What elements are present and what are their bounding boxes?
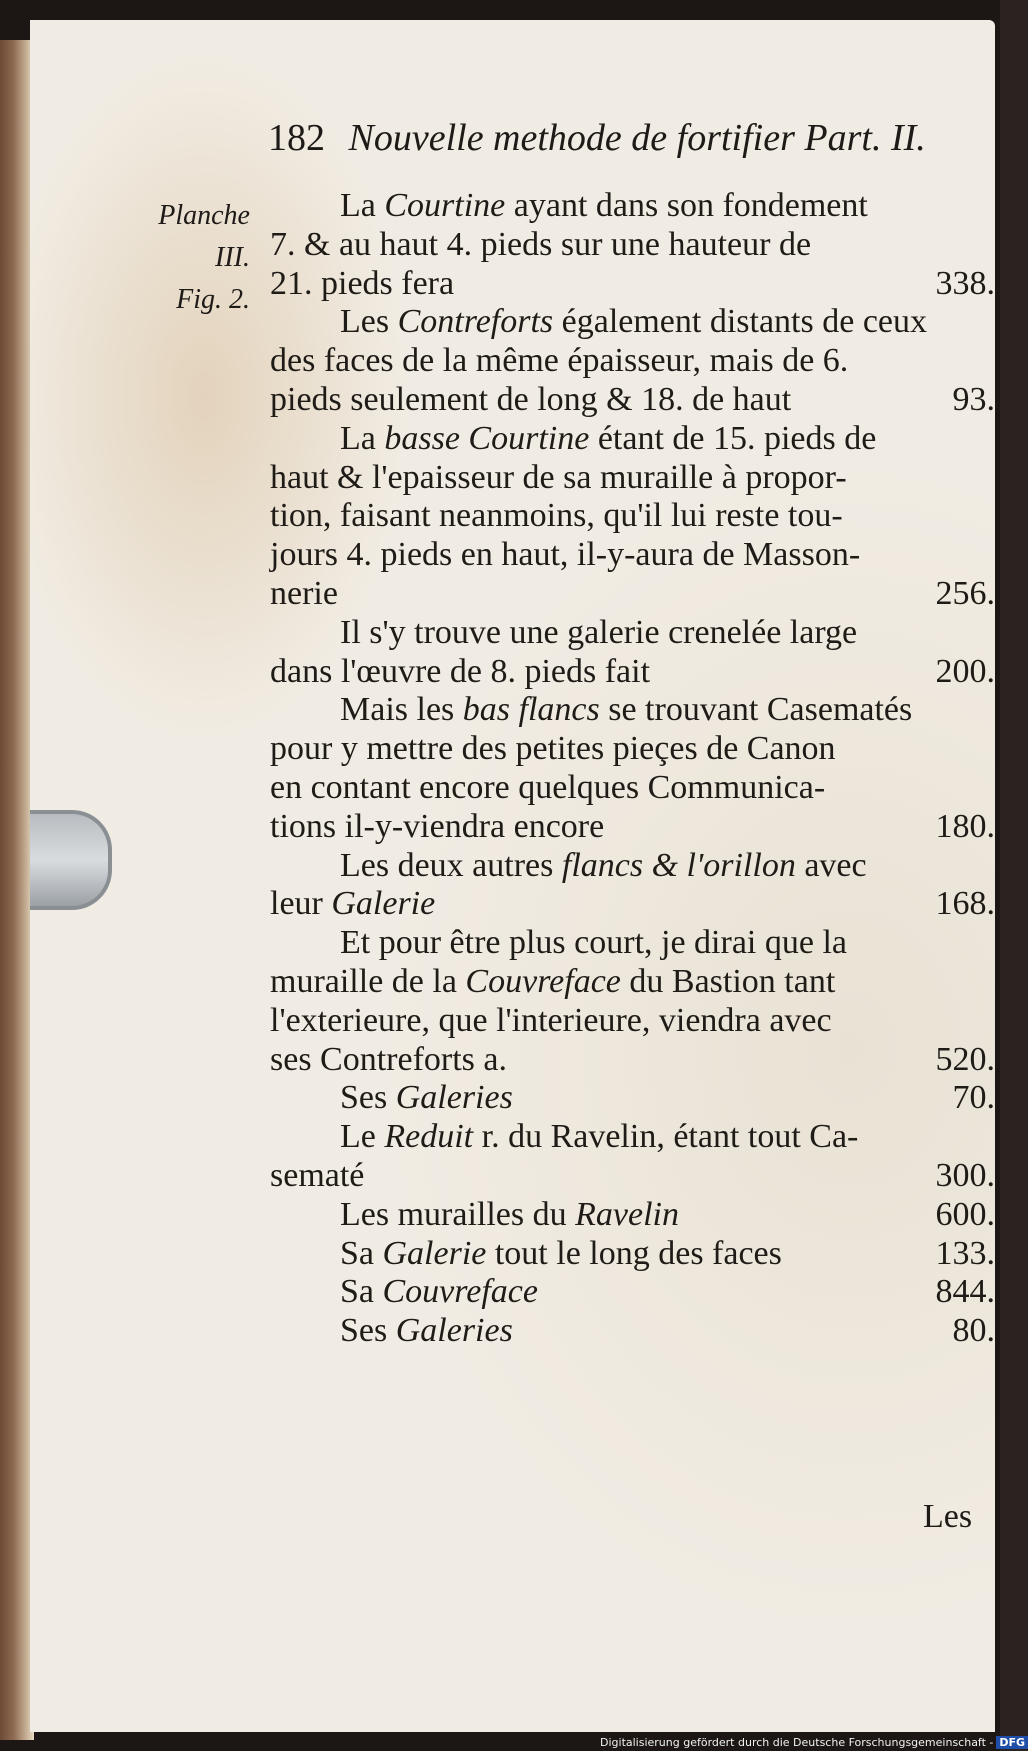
- margin-note-line: Planche: [158, 200, 250, 231]
- line-text-italic: Galeries: [395, 1312, 513, 1350]
- line-text: [340, 922, 847, 964]
- line-value: 256.: [935, 575, 995, 612]
- text-line: [270, 185, 995, 227]
- line-text-roman: tions il-y-viendra encore: [270, 807, 605, 845]
- line-text-roman: ses Contreforts a.: [270, 1040, 508, 1078]
- line-text-roman: jours 4. pieds en haut, il-y-aura de Masson-: [270, 536, 861, 574]
- text-line: [270, 767, 995, 809]
- text-line: [270, 1271, 995, 1313]
- line-text-roman: dans l'œuvre de 8. pieds fait: [270, 652, 651, 690]
- line-text-roman: Les: [340, 303, 398, 341]
- line-text-roman: 21. pieds fera: [270, 264, 455, 302]
- margin-note: [130, 195, 250, 321]
- text-line: [270, 263, 995, 305]
- line-value: 338.: [935, 264, 995, 302]
- line-text-roman: La: [340, 187, 385, 224]
- text-line: [270, 1310, 995, 1352]
- line-text: [340, 845, 867, 887]
- text-line: [270, 651, 995, 693]
- line-text-roman: Et pour être plus court, je dirai que la: [340, 924, 847, 962]
- line-text-roman: tion, faisant neanmoins, qu'il lui reste tou-: [270, 497, 843, 535]
- line-value: 168.: [935, 885, 995, 923]
- line-value: 70.: [952, 1079, 995, 1117]
- line-text-roman-post: ayant dans son fondement: [505, 187, 868, 224]
- line-text-roman: l'exterieure, que l'interieure, viendra avec: [270, 1001, 832, 1039]
- line-text-roman: Ses: [340, 1312, 396, 1350]
- line-text-italic: Galerie: [382, 1234, 487, 1272]
- line-text: [270, 573, 338, 615]
- running-title: Nouvelle methode de fortifier Part. II.: [348, 117, 926, 159]
- text-line: [270, 922, 995, 964]
- text-line: [270, 1233, 995, 1275]
- line-text-roman: Le: [340, 1118, 385, 1156]
- line-text-roman: haut & l'epaisseur de sa muraille à propor-: [270, 458, 847, 496]
- line-text: [340, 1271, 538, 1313]
- line-text-roman-post: avec: [795, 846, 867, 884]
- line-text-roman: pour y mettre des petites pieçes de Canon: [270, 730, 836, 768]
- text-line: [270, 457, 995, 499]
- text-line: [270, 1155, 995, 1197]
- text-line: [270, 845, 995, 887]
- line-text: [270, 651, 650, 693]
- line-text: [340, 612, 857, 654]
- line-text: [270, 883, 435, 925]
- line-text-roman-post: se trouvant Casematés: [599, 691, 913, 729]
- line-text: [340, 1310, 513, 1352]
- line-text: [270, 1000, 832, 1042]
- line-text: [270, 457, 847, 499]
- book-spine-edge: [0, 40, 34, 1740]
- line-text: [340, 1077, 513, 1119]
- line-value: 600.: [935, 1195, 995, 1233]
- line-text: [340, 689, 912, 731]
- text-line: [270, 961, 995, 1003]
- line-text: [270, 379, 791, 421]
- text-line: [270, 1116, 995, 1158]
- line-value: 300.: [935, 1157, 995, 1194]
- margin-note-line: Fig. 2.: [176, 284, 250, 315]
- line-text-roman: Les murailles du: [340, 1195, 576, 1233]
- line-text: [340, 185, 868, 227]
- line-text: [270, 263, 454, 305]
- line-value: 93.: [952, 381, 995, 418]
- line-text-roman: leur: [270, 885, 332, 923]
- line-text-italic: Galeries: [395, 1079, 513, 1117]
- line-text-italic: Ravelin: [575, 1195, 679, 1233]
- line-text-roman-post: également distants de ceux: [553, 303, 928, 341]
- line-value: 133.: [935, 1234, 995, 1272]
- text-line: [270, 301, 995, 343]
- text-line: [270, 728, 995, 770]
- line-text-roman: La: [340, 419, 385, 457]
- text-line: [270, 534, 995, 576]
- text-line: [270, 573, 995, 615]
- line-text: [270, 806, 604, 848]
- line-text: [270, 534, 860, 576]
- line-text-roman-post: étant de 15. pieds de: [589, 419, 877, 457]
- line-text-roman-post: du Bastion tant: [620, 963, 836, 1000]
- line-text-roman: Mais les: [340, 691, 463, 729]
- line-value: 80.: [952, 1312, 995, 1350]
- text-line: [270, 1194, 995, 1236]
- line-text-roman: sematé: [270, 1157, 365, 1194]
- margin-note-line: III.: [215, 242, 250, 273]
- line-text-italic: Galerie: [331, 885, 436, 923]
- line-text: [270, 495, 843, 537]
- line-text-roman: nerie: [270, 575, 338, 612]
- line-text-italic: Couvreface: [382, 1273, 538, 1311]
- line-text-italic: bas flancs: [462, 691, 600, 729]
- line-text: [270, 340, 848, 382]
- line-text: [340, 1116, 858, 1158]
- line-text: [340, 418, 876, 460]
- text-line: [270, 883, 995, 925]
- text-line: [270, 1039, 995, 1081]
- text-line: [270, 1000, 995, 1042]
- line-value: 200.: [935, 652, 995, 690]
- line-value: 844.: [935, 1273, 995, 1311]
- line-text: [270, 1039, 507, 1081]
- text-line: [270, 689, 995, 731]
- line-text-roman: des faces de la même épaisseur, mais de 6.: [270, 342, 849, 380]
- line-text-italic: flancs & l'orillon: [561, 846, 796, 884]
- line-text-roman: Ses: [340, 1079, 396, 1117]
- line-text: [270, 224, 811, 266]
- line-text-roman: en contant encore quelques Communica-: [270, 769, 826, 806]
- book-page: [30, 20, 995, 1732]
- line-text-roman-post: r. du Ravelin, étant tout Ca-: [473, 1118, 859, 1156]
- digitization-footer: [600, 1736, 1026, 1751]
- line-text-roman: pieds seulement de long & 18. de haut: [270, 381, 792, 418]
- line-text-italic: Contreforts: [397, 303, 554, 341]
- text-line: [270, 379, 995, 421]
- dfg-logo: DFG: [996, 1736, 1028, 1749]
- footer-text: Digitalisierung gefördert durch die Deutsche Forschungsgemeinschaft -: [600, 1736, 994, 1749]
- line-text: [270, 961, 835, 1003]
- line-text-italic: basse Courtine: [384, 419, 590, 457]
- text-line: [270, 418, 995, 460]
- line-value: 520.: [935, 1040, 995, 1078]
- page-clip: [30, 810, 112, 910]
- text-line: [270, 340, 995, 382]
- line-text: [270, 1155, 364, 1197]
- running-head: [268, 116, 968, 176]
- text-line: [270, 495, 995, 537]
- line-text-italic: Couvreface: [465, 963, 621, 1000]
- line-text-roman: Les deux autres: [340, 846, 562, 884]
- line-text-roman-post: tout le long des faces: [486, 1234, 782, 1272]
- catchword: Les: [923, 1498, 973, 1535]
- line-text-roman: muraille de la: [270, 963, 466, 1000]
- line-text-italic: Reduit: [384, 1118, 474, 1156]
- page-number: 182: [268, 117, 325, 159]
- line-text-italic: Courtine: [384, 187, 506, 224]
- line-text: [270, 728, 836, 770]
- text-line: [270, 612, 995, 654]
- line-text-roman: 7. & au haut 4. pieds sur une hauteur de: [270, 225, 812, 263]
- line-text: [340, 1194, 679, 1236]
- line-text: [340, 301, 927, 343]
- line-text-roman: Sa: [340, 1273, 383, 1311]
- text-line: [270, 224, 995, 266]
- line-text: [340, 1233, 782, 1275]
- line-text-roman: Il s'y trouve une galerie crenelée large: [340, 613, 858, 651]
- text-line: [270, 1077, 995, 1119]
- line-value: 180.: [935, 807, 995, 845]
- text-line: [270, 806, 995, 848]
- line-text: [270, 767, 825, 809]
- line-text-roman: Sa: [340, 1234, 383, 1272]
